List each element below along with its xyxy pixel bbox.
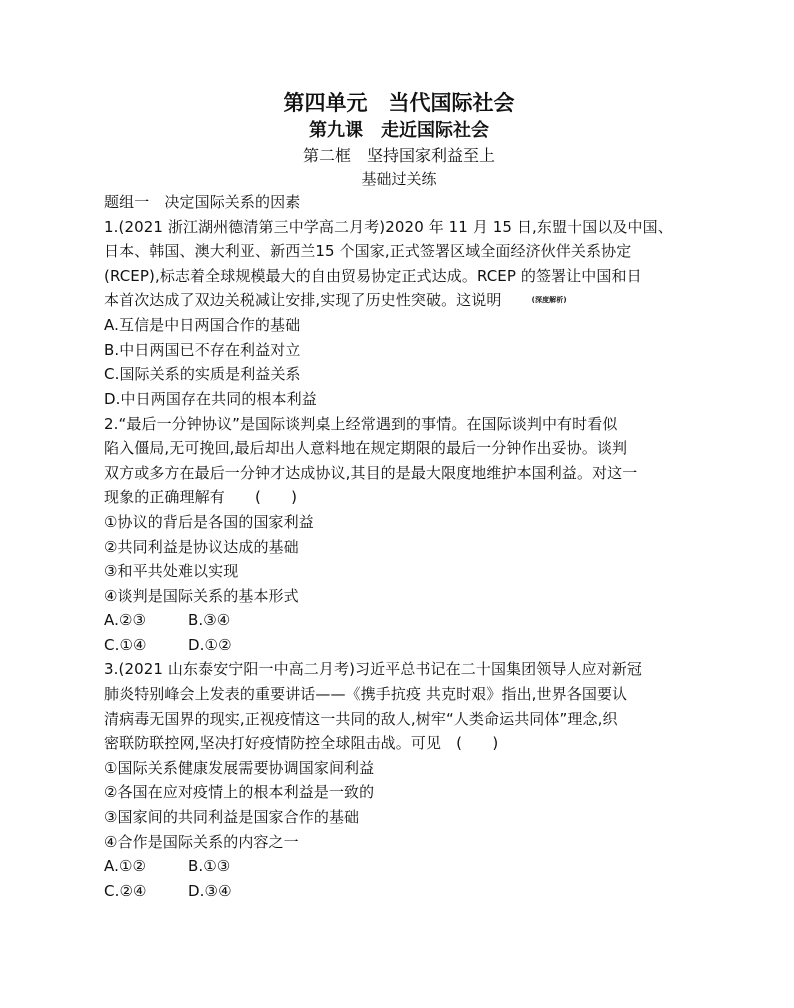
document-page xyxy=(104,88,694,903)
q3-statement-2: ②各国在应对疫情上的根本利益是一致的 xyxy=(104,783,375,802)
q1-option-c: C.国际关系的实质是利益关系 xyxy=(104,365,301,384)
q3-option-d: D.③④ xyxy=(188,881,232,900)
q3-options-row-1 xyxy=(104,854,694,879)
q3-statement-1: ①国际关系健康发展需要协调国家间利益 xyxy=(104,758,375,777)
section-title: 基础过关练 xyxy=(361,170,437,188)
q1-option-b: B.中日两国已不存在利益对立 xyxy=(104,340,301,359)
q3-line-4: 密联防联控网,坚决打好疫情防控全球阻击战。可见 ( ) xyxy=(104,734,499,753)
q1-line-4-text: 本首次达成了双边关税减让安排,实现了历史性突破。这说明 xyxy=(104,291,532,310)
q2-statement-1: ①协议的背后是各国的国家利益 xyxy=(104,512,314,531)
q1-line-3: (RCEP),标志着全球规模最大的自由贸易协定正式达成。RCEP 的签署让中国和日 xyxy=(104,266,642,285)
q2-line-2: 陷入僵局,无可挽回,最后却出人意料地在规定期限的最后一分钟作出妥协。谈判 xyxy=(104,439,628,458)
q3-line-1: 3.(2021 山东泰安宁阳一中高二月考)习近平总书记在二十国集团领导人应对新冠 xyxy=(104,660,642,679)
q3-statement-4: ④合作是国际关系的内容之一 xyxy=(104,832,299,851)
title-block xyxy=(104,88,694,190)
question-1 xyxy=(104,215,694,412)
q2-line-3: 双方或多方在最后一分钟才达成协议,其目的是最大限度地维护本国利益。对这一 xyxy=(104,463,638,482)
question-3 xyxy=(104,657,694,903)
q1-option-a: A.互信是中日两国合作的基础 xyxy=(104,316,301,335)
q2-statement-4: ④谈判是国际关系的基本形式 xyxy=(104,586,299,605)
lesson-title: 第九课 走近国际社会 xyxy=(309,120,489,141)
q1-line-2: 日本、韩国、澳大利亚、新西兰15 个国家,正式签署区域全面经济伙伴关系协定 xyxy=(104,242,632,261)
q3-option-a: A.①② xyxy=(104,857,147,876)
q2-line-1: 2.“最后一分钟协议”是国际谈判桌上经常遇到的事情。在国际谈判中有时看似 xyxy=(104,414,618,433)
q2-option-b: B.③④ xyxy=(188,611,231,630)
unit-title: 第四单元 当代国际社会 xyxy=(283,91,515,115)
q2-statement-2: ②共同利益是协议达成的基础 xyxy=(104,537,299,556)
q3-line-3: 清病毒无国界的现实,正视疫情这一共同的敌人,树牢“人类命运共同体”理念,织 xyxy=(104,709,618,728)
q1-line-1: 1.(2021 浙江湖州德清第三中学高二月考)2020 年 11 月 15 日,东盟十国以及中国、 xyxy=(104,217,673,236)
q2-statement-3: ③和平共处难以实现 xyxy=(104,562,239,581)
q3-options-row-2 xyxy=(104,879,694,904)
q2-option-d: D.①② xyxy=(188,635,232,654)
q2-options-row-2 xyxy=(104,633,694,658)
q1-analysis-tag: (深度解析) xyxy=(531,296,567,305)
q3-statement-3: ③国家间的共同利益是国家合作的基础 xyxy=(104,808,360,827)
q2-options-row-1 xyxy=(104,608,694,633)
q3-option-b: B.①③ xyxy=(188,857,231,876)
q2-option-a: A.②③ xyxy=(104,611,147,630)
group-title: 题组一 决定国际关系的因素 xyxy=(104,193,301,211)
q2-option-c: C.①④ xyxy=(104,635,147,654)
q2-line-4: 现象的正确理解有 ( ) xyxy=(104,488,298,507)
q3-option-c: C.②④ xyxy=(104,881,147,900)
q1-line-4 xyxy=(104,288,694,313)
q1-option-d: D.中日两国存在共同的根本利益 xyxy=(104,389,317,408)
q3-line-2: 肺炎特别峰会上发表的重要讲话——《携手抗疫 共克时艰》指出,世界各国要认 xyxy=(104,685,628,704)
frame-title: 第二框 坚持国家利益至上 xyxy=(302,146,495,165)
question-2 xyxy=(104,412,694,658)
